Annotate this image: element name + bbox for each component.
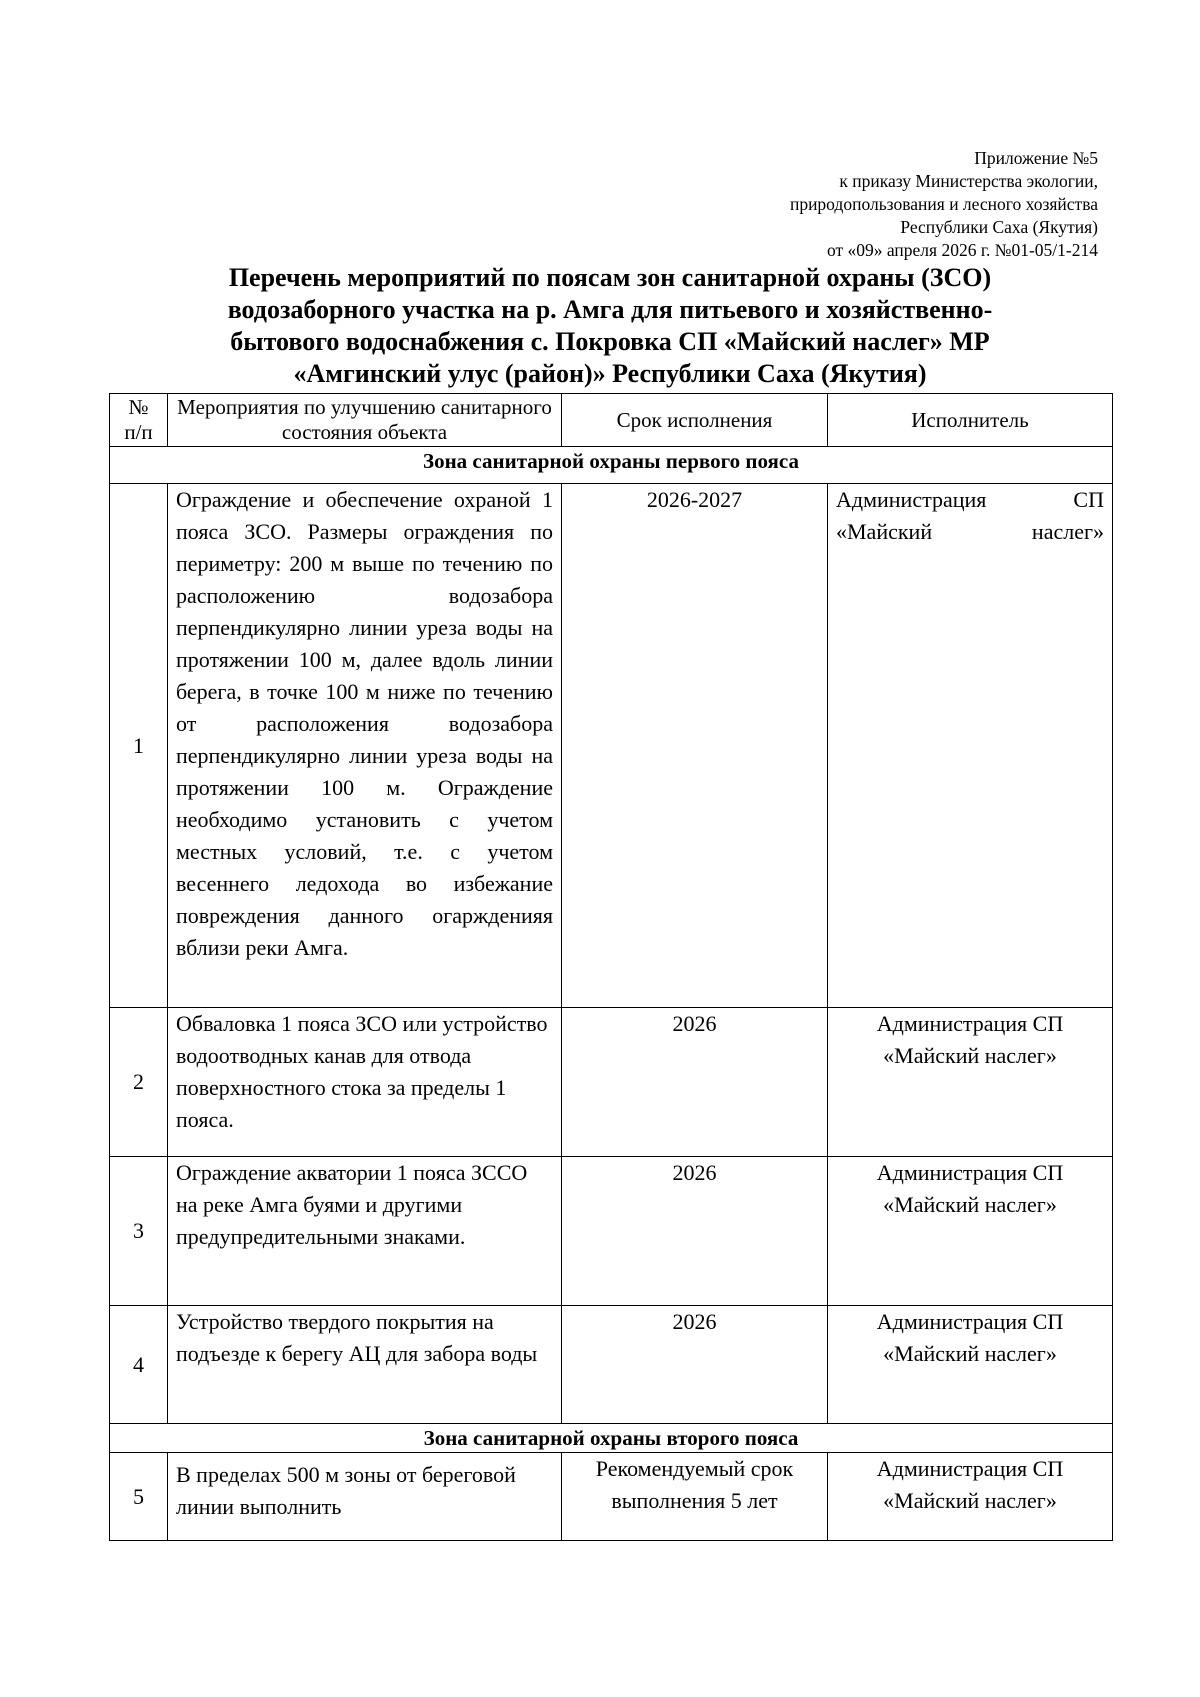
row-executor: Администрация СП «Майский наслег»: [828, 1008, 1113, 1157]
header-deadline: Срок исполнения: [562, 394, 828, 447]
document-title: [110, 262, 1110, 390]
row-num: 3: [110, 1157, 168, 1306]
row-deadline: 2026: [562, 1157, 828, 1306]
appendix-block: [790, 147, 1098, 262]
row-measure: Обваловка 1 пояса ЗСО или устройство водоотводных канав для отвода поверхностного стока за пределы 1 пояса.: [168, 1008, 562, 1157]
appendix-line: Приложение №5: [974, 148, 1098, 168]
row-measure: Ограждение и обеспечение охраной 1 пояса ЗСО. Размеры ограждения по периметру: 200 м выше по течению по расположению водозабора перпендикулярно линии уреза воды на протяжении 100 м, далее вдоль линии берега, в точке 100 м ниже по течению от расположения водозабора перпендикулярно линии уреза воды на протяжении 100 м. Ограждение необходимо установить с учетом местных условий, т.е. с учетом весеннего ледохода во избежание повреждения данного огаржденияя вблизи реки Амга.: [168, 484, 562, 1008]
appendix-line: к приказу Министерства экологии,: [839, 171, 1098, 191]
table-row: [110, 1157, 1113, 1306]
table-row: [110, 1008, 1113, 1157]
table-header-row: [110, 394, 1113, 447]
row-num: 2: [110, 1008, 168, 1157]
appendix-line: природопользования и лесного хозяйства: [789, 194, 1098, 214]
row-measure: В пределах 500 м зоны от береговой линии выполнить: [168, 1453, 562, 1541]
header-executor: Исполнитель: [828, 394, 1113, 447]
zone-row: [110, 1424, 1113, 1453]
row-executor: Администрация СП «Майский наслег»: [828, 1453, 1113, 1541]
header-measures: Мероприятия по улучшению санитарного состояния объекта: [168, 394, 562, 447]
row-executor: Администрация СП «Майский наслег»: [828, 1157, 1113, 1306]
row-deadline: 2026: [562, 1306, 828, 1424]
title-line: водозаборного участка на р. Амга для питьевого и хозяйственно-: [227, 295, 993, 324]
row-deadline: 2026: [562, 1008, 828, 1157]
row-num: 4: [110, 1306, 168, 1424]
appendix-line: от «09» апреля 2026 г. №01-05/1-214: [826, 240, 1098, 260]
row-measure: Устройство твердого покрытия на подъезде к берегу АЦ для забора воды: [168, 1306, 562, 1424]
row-num: 5: [110, 1453, 168, 1541]
row-executor: Администрация СП «Майский наслег»: [828, 484, 1113, 1008]
header-num: № п/п: [110, 394, 168, 447]
table-row: [110, 484, 1113, 1008]
table-row: [110, 1453, 1113, 1541]
table-row: [110, 1306, 1113, 1424]
title-line: Перечень мероприятий по поясам зон санитарной охраны (ЗСО): [228, 263, 992, 292]
row-deadline: 2026-2027: [562, 484, 828, 1008]
row-deadline: Рекомендуемый срок выполнения 5 лет: [562, 1453, 828, 1541]
row-measure: Ограждение акватории 1 пояса ЗССО на реке Амга буями и другими предупредительными знаками.: [168, 1157, 562, 1306]
title-line: «Амгинский улус (район)» Республики Саха (Якутия): [293, 359, 927, 388]
title-line: бытового водоснабжения с. Покровка СП «Майский наслег» МР: [230, 327, 990, 356]
measures-table: [109, 393, 1113, 1541]
appendix-line: Республики Саха (Якутия): [900, 217, 1098, 237]
zone2-label: Зона санитарной охраны второго пояса: [110, 1424, 1113, 1453]
row-num: 1: [110, 484, 168, 1008]
row-executor: Администрация СП «Майский наслег»: [828, 1306, 1113, 1424]
zone1-label: Зона санитарной охраны первого пояса: [110, 447, 1113, 484]
zone-row: [110, 447, 1113, 484]
